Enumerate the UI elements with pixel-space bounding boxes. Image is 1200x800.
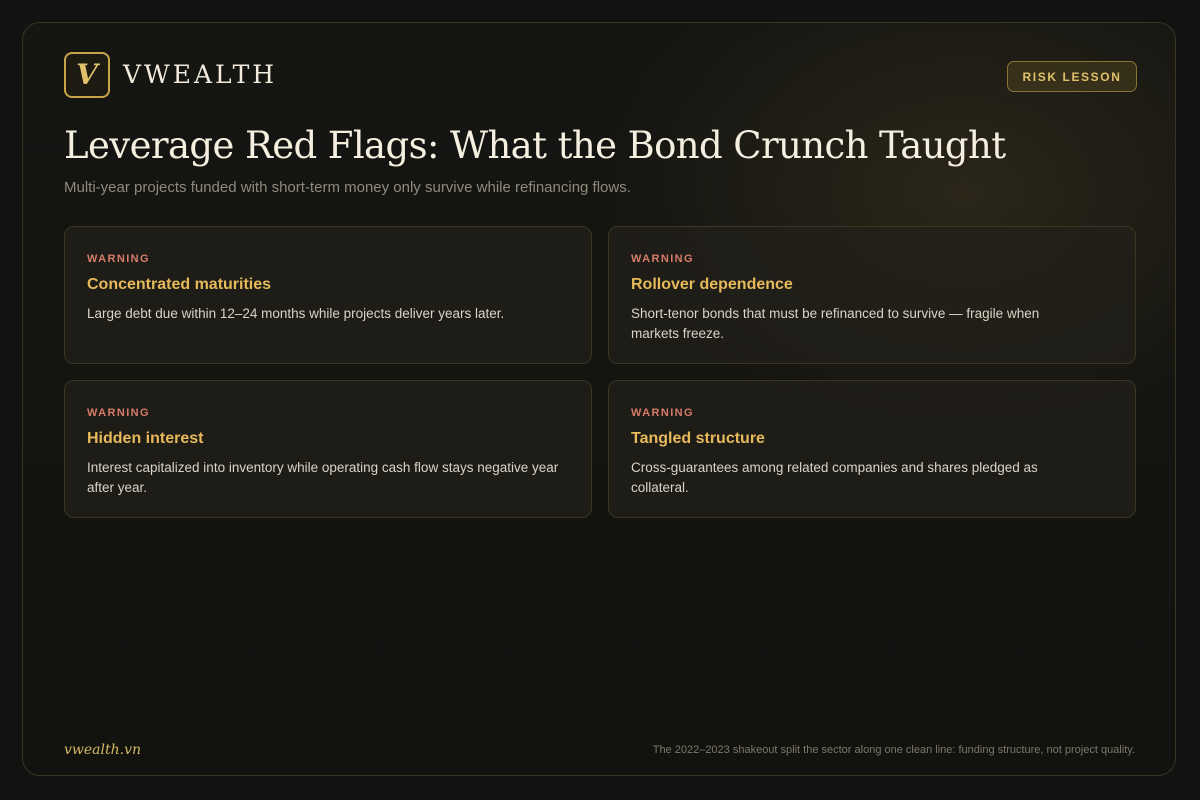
card-title: Rollover dependence xyxy=(631,276,793,293)
warning-card-tangled-structure xyxy=(608,380,1136,518)
card-frame xyxy=(22,22,1176,776)
warning-card-rollover-dependence xyxy=(608,226,1136,364)
brand-name: VWEALTH xyxy=(123,60,278,89)
warning-card-concentrated-maturities xyxy=(64,226,592,364)
warning-tag: WARNING xyxy=(631,253,694,265)
card-body: Short-tenor bonds that must be refinanced to survive — fragile when markets freeze. xyxy=(631,306,1040,341)
card-title: Hidden interest xyxy=(87,430,204,447)
warning-tag: WARNING xyxy=(631,407,694,419)
card-title: Tangled structure xyxy=(631,430,765,447)
footer-site-link[interactable]: vwealth.vn xyxy=(64,742,142,758)
logo-letter: V xyxy=(76,58,98,91)
warning-tag: WARNING xyxy=(87,253,150,265)
card-title: Concentrated maturities xyxy=(87,276,272,293)
page-subtitle: Multi-year projects funded with short-term money only survive while refinancing flows. xyxy=(64,179,631,196)
card-body: Large debt due within 12–24 months while projects deliver years later. xyxy=(87,306,505,321)
card-body: Cross-guarantees among related companies and shares pledged as collateral. xyxy=(631,460,1038,495)
footer-note: The 2022–2023 shakeout split the sector along one clean line: funding structure, not project quality. xyxy=(652,744,1135,756)
warning-tag: WARNING xyxy=(87,407,150,419)
warning-card-hidden-interest xyxy=(64,380,592,518)
page-title: Leverage Red Flags: What the Bond Crunch Taught xyxy=(64,124,1006,167)
card-body: Interest capitalized into inventory while operating cash flow stays negative year after year. xyxy=(87,460,559,495)
risk-lesson-badge: RISK LESSON xyxy=(1007,61,1137,92)
logo-mark xyxy=(64,52,110,98)
